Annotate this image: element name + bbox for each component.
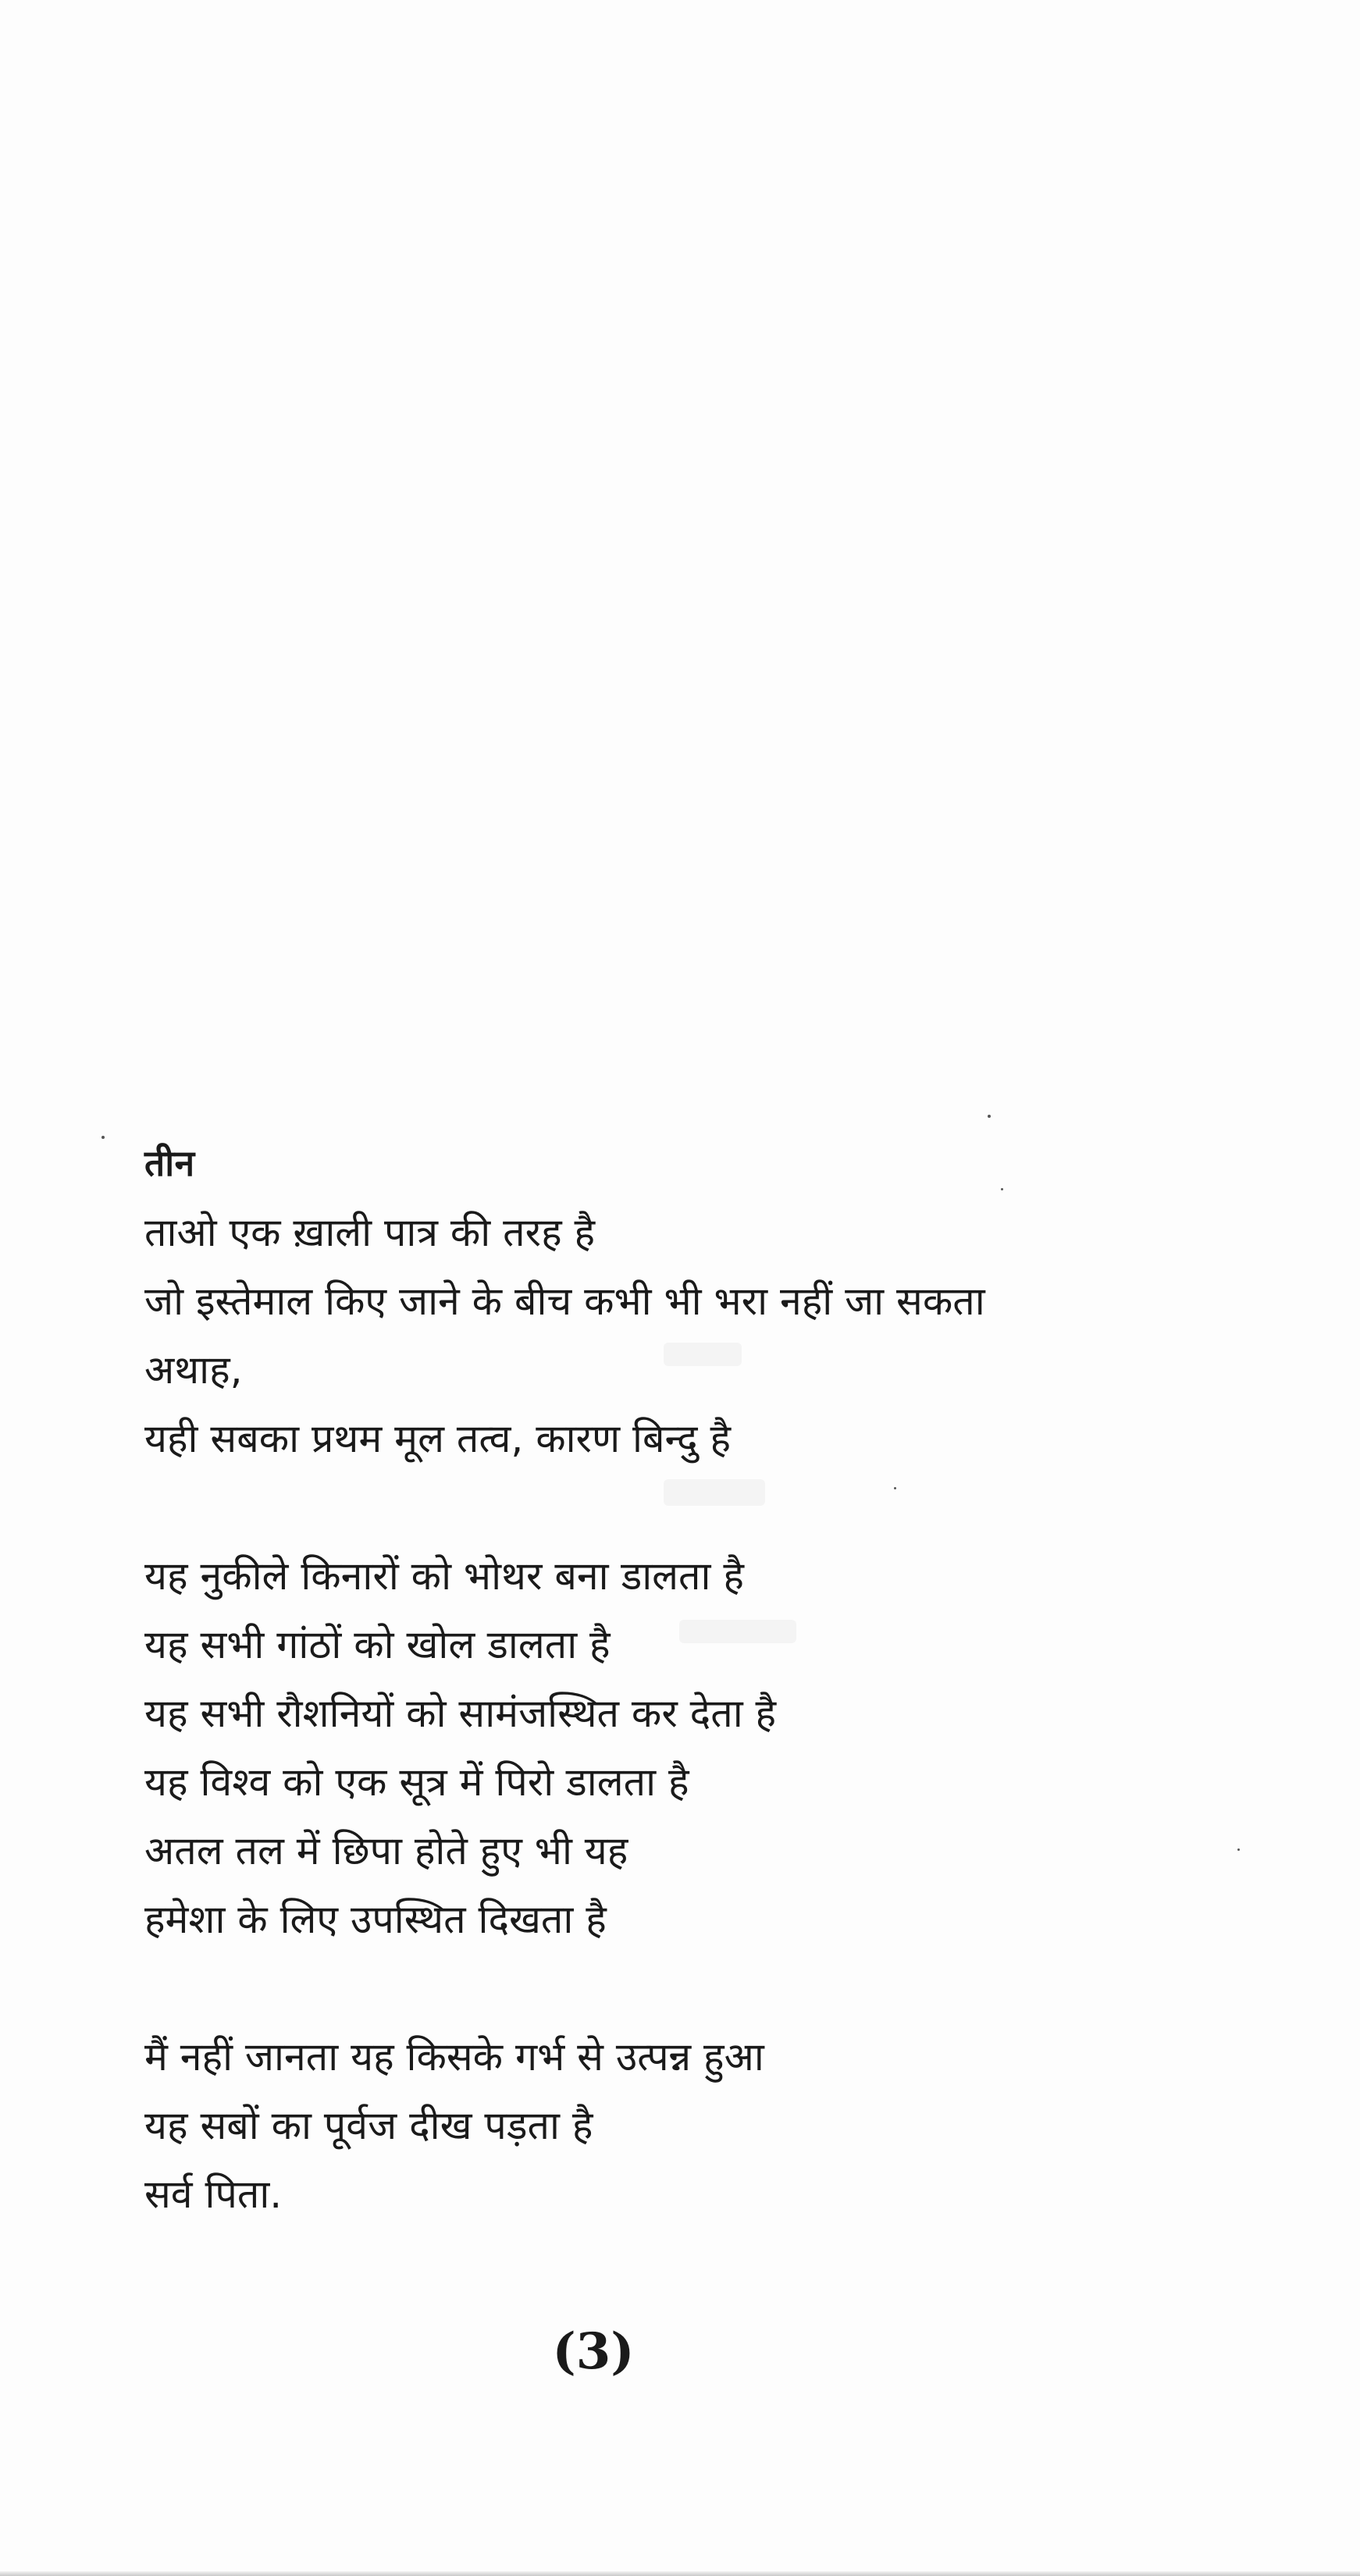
poem-title: तीन (144, 1142, 195, 1184)
poem-line: अथाह, (144, 1347, 243, 1393)
poem-line: अतल तल में छिपा होते हुए भी यह (144, 1828, 628, 1873)
stanza-1 (144, 1198, 1276, 1473)
stanza-break (144, 1473, 1276, 1542)
stanza-2 (144, 1542, 1276, 1954)
poem (144, 1128, 1276, 2229)
poem-line: यह विश्व को एक सूत्र में पिरो डालता है (144, 1759, 689, 1805)
stanza-3 (144, 2023, 1276, 2229)
scan-speck (988, 1115, 991, 1118)
poem-line: हमेशा के लिए उपस्थित दिखता है (144, 1897, 607, 1942)
poem-line: यह सबों का पूर्वज दीख पड़ता है (144, 2103, 593, 2148)
poem-line: सर्व पिता. (144, 2172, 283, 2217)
page-edge (0, 2571, 1360, 2576)
poem-line: यह नुकीले किनारों को भोथर बना डालता है (144, 1553, 744, 1599)
poem-line: यह सभी गांठों को खोल डालता है (144, 1622, 611, 1667)
scan-speck (101, 1136, 105, 1139)
poem-line: यही सबका प्रथम मूल तत्व, कारण बिन्दु है (144, 1416, 731, 1461)
poem-line: जो इस्तेमाल किए जाने के बीच कभी भी भरा नहीं जा सकता (144, 1279, 985, 1324)
poem-line: ताओ एक ख़ाली पात्र की तरह है (144, 1210, 596, 1255)
stanza-break (144, 1954, 1276, 2023)
page-number: (3) (552, 2322, 635, 2381)
poem-line: यह सभी रौशनियों को सामंजस्थित कर देता है (144, 1691, 777, 1736)
poem-line: मैं नहीं जानता यह किसके गर्भ से उत्पन्न हुआ (144, 2034, 764, 2080)
